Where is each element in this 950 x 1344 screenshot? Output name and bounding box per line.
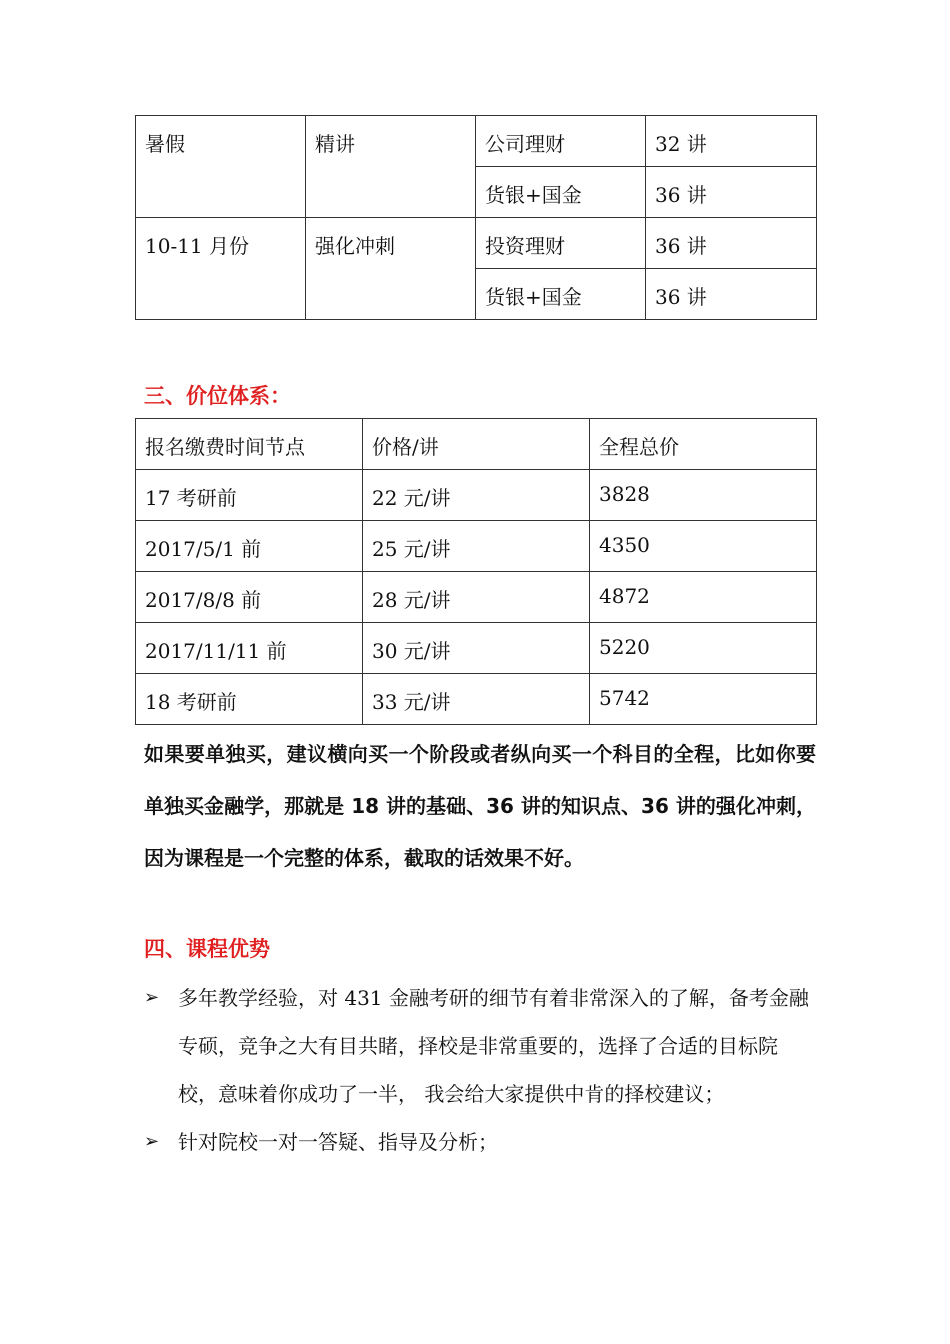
- stage-cell: 精讲: [306, 116, 476, 218]
- deadline-cell: 18 考研前: [136, 674, 363, 725]
- table-row: [136, 116, 817, 167]
- price-cell: 25 元/讲: [363, 521, 590, 572]
- price-cell: 33 元/讲: [363, 674, 590, 725]
- arrow-bullet-icon: ➢: [144, 1131, 160, 1152]
- list-item: [144, 974, 816, 1118]
- lectures-cell: 32 讲: [646, 116, 817, 167]
- schedule-table: [135, 115, 817, 320]
- total-cell: 3828: [590, 470, 817, 521]
- period-cell: 暑假: [136, 116, 306, 218]
- total-cell: 4872: [590, 572, 817, 623]
- subject-cell: 货银+国金: [476, 269, 646, 320]
- purchase-note: 如果要单独买，建议横向买一个阶段或者纵向买一个科目的全程，比如你要单独买金融学，那就是 18 讲的基础、36 讲的知识点、36 讲的强化冲刺，因为课程是一个完整的体系，截取的话效果不好。: [144, 742, 816, 870]
- price-cell: 28 元/讲: [363, 572, 590, 623]
- column-header: 价格/讲: [363, 419, 590, 470]
- price-cell: 30 元/讲: [363, 623, 590, 674]
- list-item-text: 针对院校一对一答疑、指导及分析；: [178, 1130, 498, 1154]
- advantages-list: [144, 974, 816, 1166]
- table-header-row: [136, 419, 817, 470]
- lectures-cell: 36 讲: [646, 218, 817, 269]
- total-cell: 5220: [590, 623, 817, 674]
- arrow-bullet-icon: ➢: [144, 987, 160, 1008]
- column-header: 全程总价: [590, 419, 817, 470]
- table-row: [136, 521, 817, 572]
- deadline-cell: 2017/11/11 前: [136, 623, 363, 674]
- stage-cell: 强化冲刺: [306, 218, 476, 320]
- deadline-cell: 2017/8/8 前: [136, 572, 363, 623]
- pricing-heading: 三、价位体系：: [144, 384, 291, 408]
- subject-cell: 公司理财: [476, 116, 646, 167]
- subject-cell: 货银+国金: [476, 167, 646, 218]
- table-row: [136, 674, 817, 725]
- column-header: 报名缴费时间节点: [136, 419, 363, 470]
- table-row: [136, 623, 817, 674]
- table-row: [136, 572, 817, 623]
- deadline-cell: 17 考研前: [136, 470, 363, 521]
- table-row: [136, 218, 817, 269]
- total-cell: 4350: [590, 521, 817, 572]
- price-cell: 22 元/讲: [363, 470, 590, 521]
- list-item-text: 多年教学经验，对 431 金融考研的细节有着非常深入的了解，备考金融专硕，竞争之大有目共睹，择校是非常重要的，选择了合适的目标院校，意味着你成功了一半， 我会给大家提供中肯的择校建议；: [178, 986, 809, 1106]
- pricing-table: [135, 418, 817, 725]
- advantages-heading: 四、课程优势: [144, 937, 270, 961]
- lectures-cell: 36 讲: [646, 269, 817, 320]
- subject-cell: 投资理财: [476, 218, 646, 269]
- list-item: [144, 1118, 816, 1166]
- table-row: [136, 470, 817, 521]
- total-cell: 5742: [590, 674, 817, 725]
- period-cell: 10-11 月份: [136, 218, 306, 320]
- lectures-cell: 36 讲: [646, 167, 817, 218]
- deadline-cell: 2017/5/1 前: [136, 521, 363, 572]
